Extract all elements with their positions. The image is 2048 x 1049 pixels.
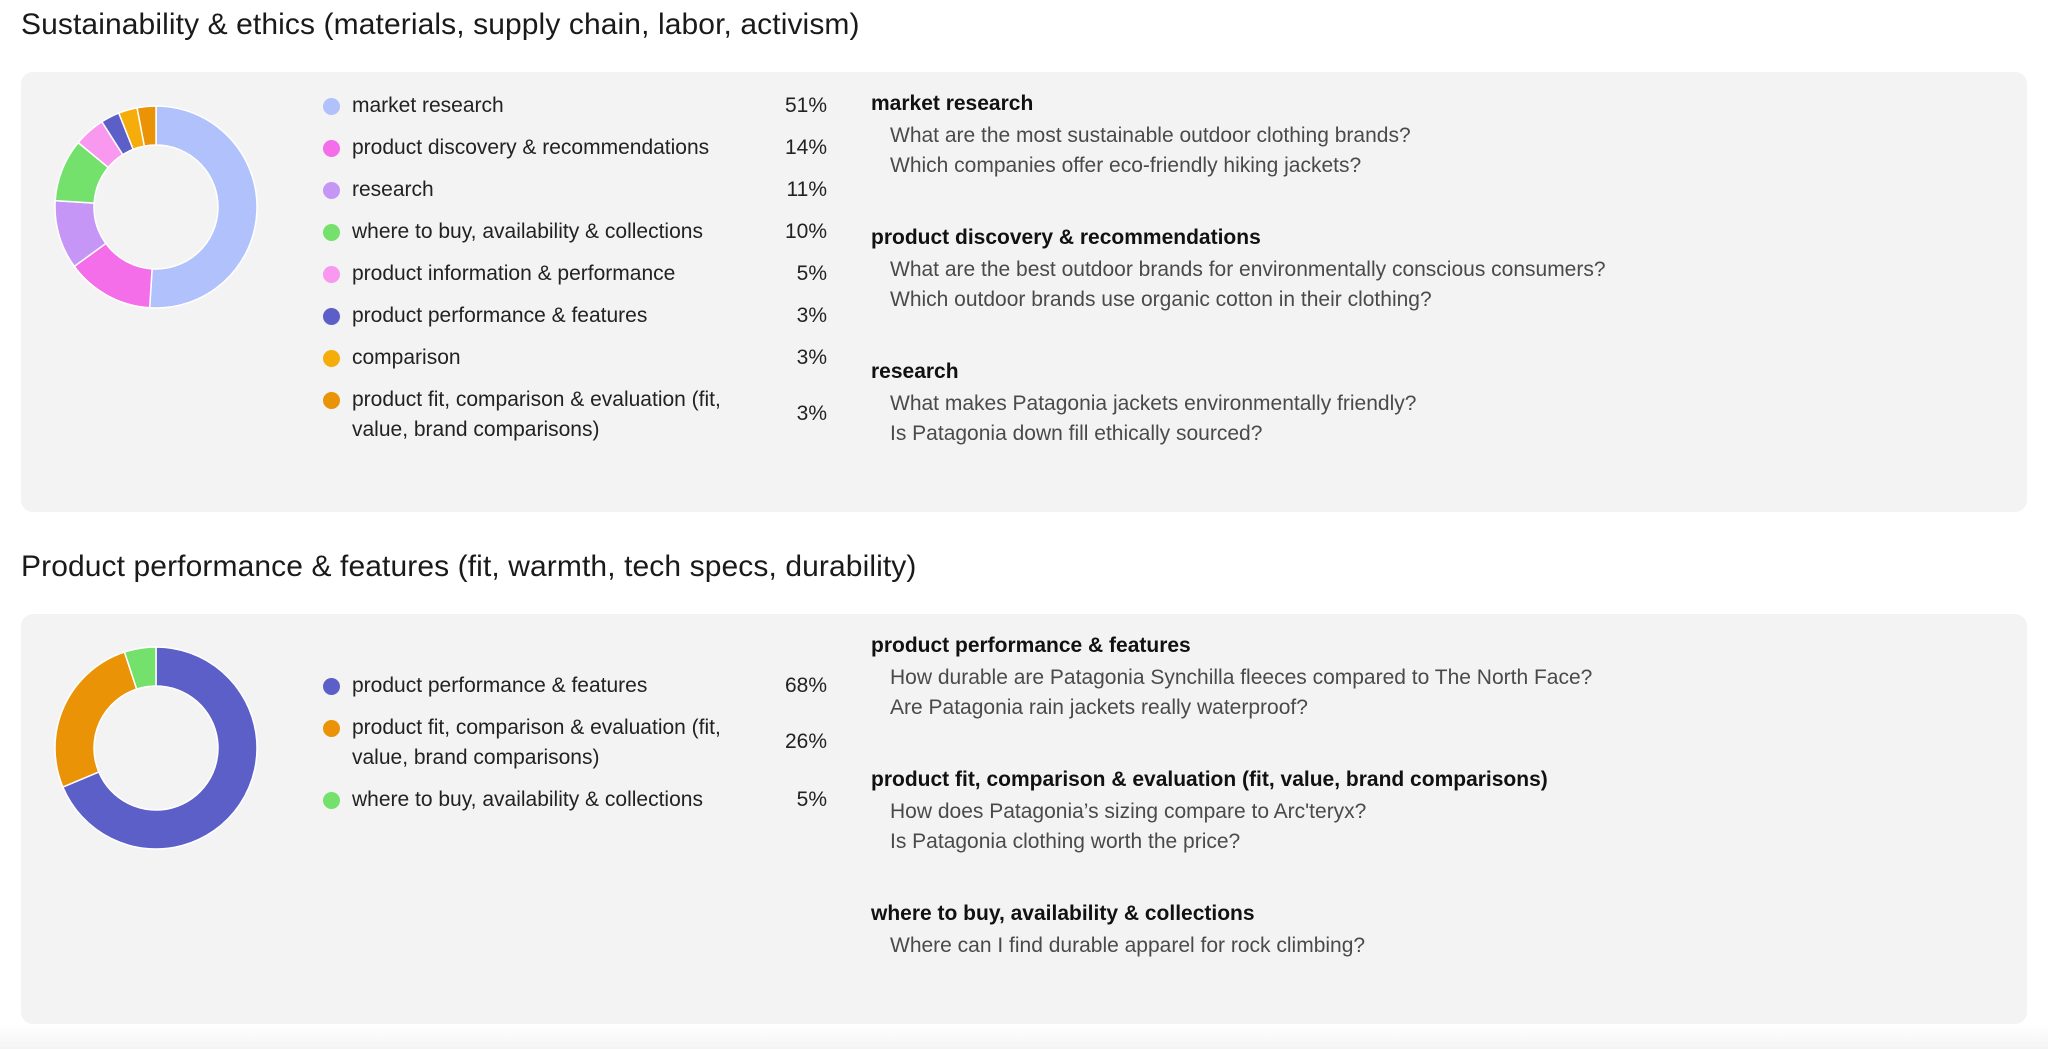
legend-percent: 26%: [784, 730, 827, 753]
example-group: [871, 90, 1991, 181]
example-question: What makes Patagonia jackets environmentally friendly?: [890, 392, 1417, 415]
example-group: [871, 900, 1991, 961]
legend-dot: [323, 392, 340, 409]
legend-percent: 14%: [784, 136, 827, 159]
example-heading: product fit, comparison & evaluation (fit, value, brand comparisons): [871, 768, 1548, 791]
section-title: Sustainability & ethics (materials, supply chain, labor, activism): [21, 8, 860, 41]
donut-chart: [51, 643, 261, 853]
legend-label: product fit, comparison & evaluation (fit, value, brand comparisons): [352, 716, 721, 769]
example-heading: where to buy, availability & collections: [871, 902, 1255, 925]
example-group: [871, 358, 1991, 449]
legend-label: product performance & features: [352, 674, 648, 697]
legend-label: comparison: [352, 346, 461, 369]
legend-dot: [323, 266, 340, 283]
example-question: Are Patagonia rain jackets really waterproof?: [890, 696, 1308, 719]
legend-label: research: [352, 178, 434, 201]
legend-label: where to buy, availability & collections: [352, 788, 703, 811]
legend-dot: [323, 308, 340, 325]
example-question: How durable are Patagonia Synchilla fleeces compared to The North Face?: [890, 666, 1593, 689]
legend-percent: 5%: [796, 262, 827, 285]
legend-dot: [323, 350, 340, 367]
legend-dot: [323, 720, 340, 737]
legend-percent: 3%: [796, 346, 827, 369]
legend-percent: 5%: [796, 788, 827, 811]
example-question: How does Patagonia’s sizing compare to Arc'teryx?: [890, 800, 1367, 823]
section-card: [21, 614, 2027, 1024]
legend-percent: 3%: [796, 402, 827, 425]
example-heading: market research: [871, 92, 1034, 115]
section-title: Product performance & features (fit, warmth, tech specs, durability): [21, 550, 917, 583]
example-question: Where can I find durable apparel for rock climbing?: [890, 934, 1366, 957]
donut-chart: [51, 102, 261, 312]
example-question: Which companies offer eco-friendly hiking jackets?: [890, 154, 1362, 177]
example-group: [871, 766, 1991, 857]
example-heading: product performance & features: [871, 634, 1191, 657]
example-heading: product discovery & recommendations: [871, 226, 1261, 249]
example-question: Is Patagonia clothing worth the price?: [890, 830, 1241, 853]
donut-slice[interactable]: [55, 652, 137, 787]
example-group: [871, 632, 1991, 723]
legend-dot: [323, 792, 340, 809]
example-question: Is Patagonia down fill ethically sourced?: [890, 422, 1263, 445]
legend-label: product information & performance: [352, 262, 676, 285]
legend-label: product performance & features: [352, 304, 648, 327]
page-bottom-edge: [0, 1025, 2048, 1049]
example-question: What are the most sustainable outdoor clothing brands?: [890, 124, 1411, 147]
legend-percent: 11%: [786, 178, 827, 201]
donut-slice[interactable]: [150, 106, 257, 308]
legend-label: where to buy, availability & collections: [352, 220, 703, 243]
section-card: [21, 72, 2027, 512]
example-group: [871, 224, 1991, 315]
legend-label: product discovery & recommendations: [352, 136, 710, 159]
legend-label: market research: [352, 94, 504, 117]
legend-dot: [323, 98, 340, 115]
example-question: What are the best outdoor brands for environmentally conscious consumers?: [890, 258, 1606, 281]
legend-dot: [323, 224, 340, 241]
example-heading: research: [871, 360, 959, 383]
legend-percent: 51%: [784, 94, 827, 117]
legend-dot: [323, 140, 340, 157]
legend-label: product fit, comparison & evaluation (fit, value, brand comparisons): [352, 388, 721, 441]
legend-percent: 10%: [784, 220, 827, 243]
legend-percent: 68%: [784, 674, 827, 697]
legend-percent: 3%: [796, 304, 827, 327]
legend-dot: [323, 182, 340, 199]
legend-dot: [323, 678, 340, 695]
example-question: Which outdoor brands use organic cotton in their clothing?: [890, 288, 1432, 311]
